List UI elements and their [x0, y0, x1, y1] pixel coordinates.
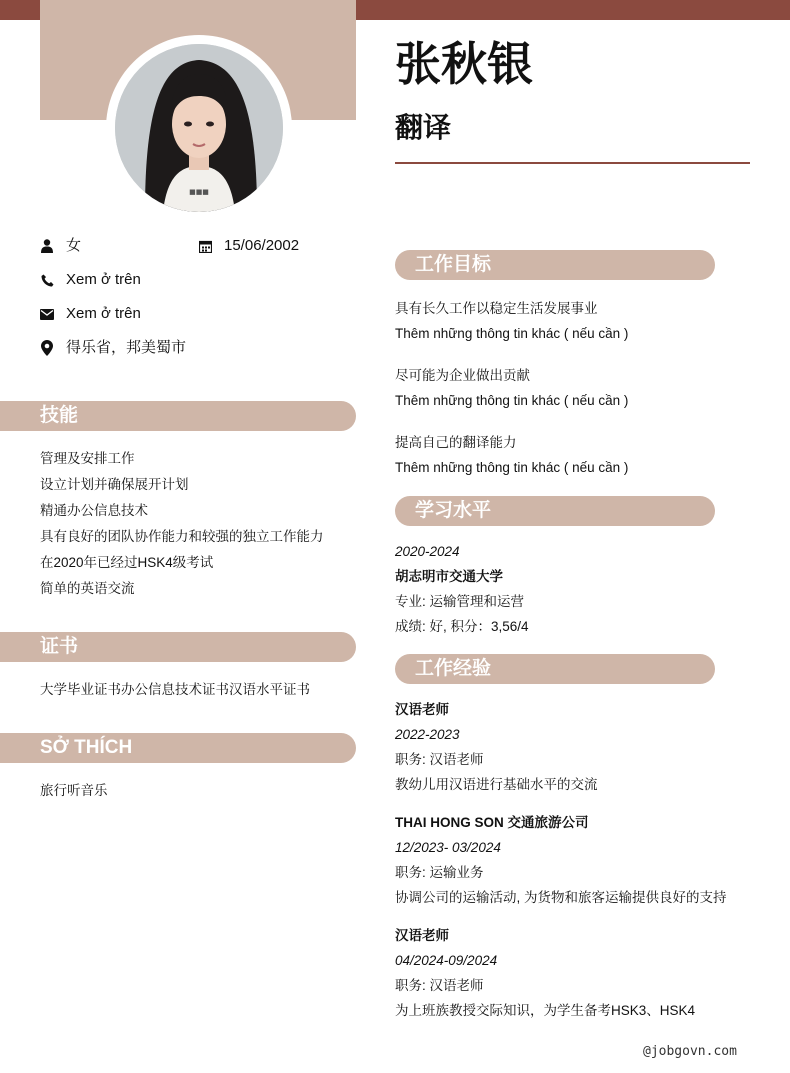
email-value: Xem ở trên: [66, 305, 141, 322]
education-period: 2020-2024: [395, 544, 460, 559]
education-block: [395, 539, 529, 639]
candidate-name: 张秋银: [395, 38, 533, 90]
certificates-section-header: [0, 632, 356, 662]
mail-icon: [40, 306, 54, 322]
experience-role: 职务: 运输业务: [395, 865, 484, 880]
footer-watermark: @jobgovn.com: [643, 1044, 737, 1059]
experience-role: 职务: 汉语老师: [395, 752, 484, 767]
objective-item: 提高自己的翻译能力: [395, 435, 517, 450]
objective-title: 工作目标: [415, 254, 492, 275]
phone-icon: [40, 272, 54, 288]
skill-item: 在2020年已经过HSK4级考试: [40, 555, 214, 570]
experience-company: 汉语老师: [395, 702, 449, 717]
skills-section-header: [0, 401, 356, 431]
birthdate-value: 15/06/2002: [224, 237, 300, 254]
experience-period: 2022-2023: [395, 727, 460, 742]
hobbies-section-header: [0, 733, 356, 763]
skill-item: 管理及安排工作: [40, 451, 135, 466]
education-major: 专业: 运输管理和运营: [395, 594, 525, 609]
certificates-title: 证书: [40, 636, 79, 657]
experience-role: 职务: 汉语老师: [395, 978, 484, 993]
experience-title: 工作经验: [415, 658, 492, 679]
experience-desc: 协调公司的运输活动, 为货物和旅客运输提供良好的支持: [395, 890, 727, 905]
name-divider: [395, 162, 750, 164]
objective-item: 具有长久工作以稳定生活发展事业: [395, 301, 598, 316]
education-grade: 成绩: 好, 积分：3,56/4: [395, 619, 529, 634]
objective-note: Thêm những thông tin khác ( nếu cần ): [395, 393, 629, 408]
skill-item: 设立计划并确保展开计划: [40, 477, 189, 492]
avatar: [115, 44, 283, 212]
experience-company: THAI HONG SON 交通旅游公司: [395, 815, 589, 830]
experience-period: 12/2023- 03/2024: [395, 840, 501, 855]
skill-item: 简单的英语交流: [40, 581, 135, 596]
contact-address: [40, 338, 186, 358]
certificates-text: 大学毕业证书办公信息技术证书汉语水平证书: [40, 682, 310, 697]
svg-text:■■■: ■■■: [189, 188, 209, 196]
user-icon: [40, 238, 54, 254]
calendar-icon: [198, 238, 212, 254]
objective-note: Thêm những thông tin khác ( nếu cần ): [395, 326, 629, 341]
hobbies-text: 旅行听音乐: [40, 783, 108, 798]
location-icon: [40, 340, 54, 356]
experience-item-1: [395, 697, 598, 797]
objective-block-2: [395, 363, 628, 413]
hobbies-list: [40, 778, 108, 804]
objective-item: 尽可能为企业做出贡献: [395, 368, 530, 383]
experience-item-3: [395, 923, 695, 1023]
education-title: 学习水平: [415, 500, 492, 521]
gender-value: 女: [66, 237, 82, 254]
education-school: 胡志明市交通大学: [395, 569, 503, 584]
objective-block-1: [395, 296, 628, 346]
skills-title: 技能: [40, 405, 79, 426]
skill-item: 具有良好的团队协作能力和较强的独立工作能力: [40, 529, 324, 544]
experience-section-header: [395, 654, 715, 684]
contact-birthdate: [198, 236, 299, 256]
skills-list: [40, 446, 324, 602]
job-title: 翻译: [395, 112, 452, 143]
experience-period: 04/2024-09/2024: [395, 953, 498, 968]
education-section-header: [395, 496, 715, 526]
experience-company: 汉语老师: [395, 928, 449, 943]
hobbies-title: SỞ THÍCH: [40, 737, 133, 758]
contact-phone: [40, 270, 141, 290]
phone-value: Xem ở trên: [66, 271, 141, 288]
objective-section-header: [395, 250, 715, 280]
objective-note: Thêm những thông tin khác ( nếu cần ): [395, 460, 629, 475]
certificates-list: [40, 677, 310, 703]
contact-email: [40, 304, 141, 324]
objective-block-3: [395, 430, 628, 480]
experience-desc: 为上班族教授交际知识，为学生备考HSK3、HSK4: [395, 1003, 696, 1018]
skill-item: 精通办公信息技术: [40, 503, 148, 518]
experience-desc: 教幼儿用汉语进行基础水平的交流: [395, 777, 598, 792]
experience-item-2: [395, 810, 727, 910]
contact-gender: [40, 236, 81, 256]
address-value: 得乐省，邦美蜀市: [66, 339, 187, 356]
